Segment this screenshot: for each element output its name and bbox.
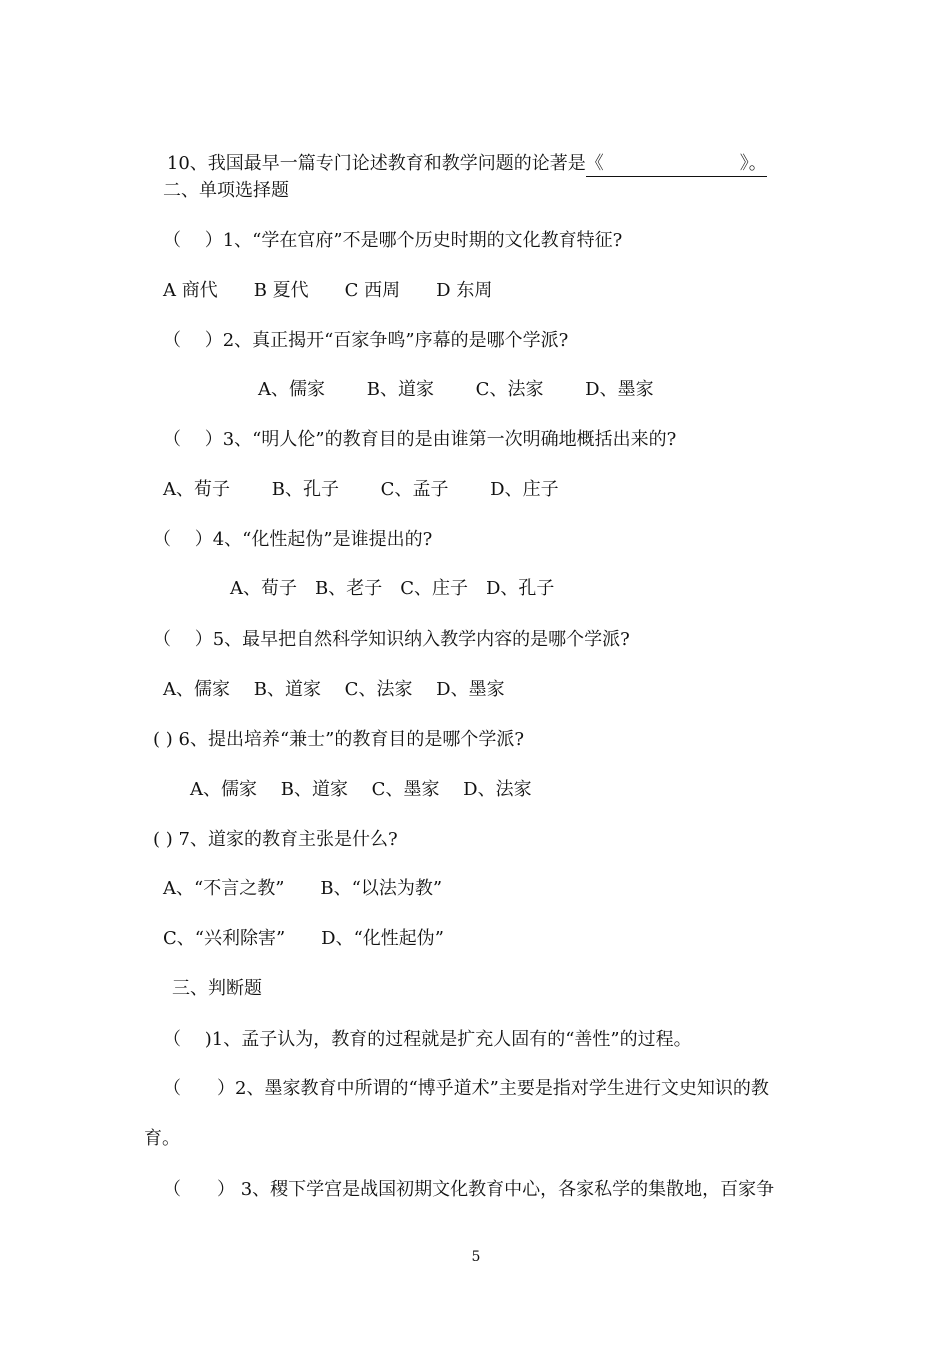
choice-question-7-options-ab: A、“不言之教” B、“以法为教” <box>163 878 443 899</box>
judge-question-2-continued: 育。 <box>144 1128 180 1149</box>
choice-question-5: （ ）5、最早把自然科学知识纳入教学内容的是哪个学派? <box>153 629 630 650</box>
choice-question-7: ( ) 7、道家的教育主张是什么? <box>153 829 398 850</box>
choice-question-5-options: A、儒家 B、道家 C、法家 D、墨家 <box>163 679 505 700</box>
judge-question-2: （ ）2、墨家教育中所谓的“博乎道术”主要是指对学生进行文史知识的教 <box>163 1078 769 1099</box>
choice-question-6: ( ) 6、提出培养“兼士”的教育目的是哪个学派? <box>153 729 524 750</box>
choice-question-7-options-cd: C、“兴利除害” D、“化性起伪” <box>163 928 445 949</box>
answer-blank: 《 》。 <box>586 152 767 177</box>
judge-question-3: （ ） 3、稷下学宫是战国初期文化教育中心，各家私学的集散地，百家争 <box>163 1179 775 1200</box>
choice-question-4-options: A、荀子 B、老子 C、庄子 D、孔子 <box>230 578 555 599</box>
page-number: 5 <box>471 1249 481 1265</box>
choice-question-2: （ ）2、真正揭开“百家争鸣”序幕的是哪个学派? <box>163 330 569 351</box>
choice-question-2-options: A、儒家 B、道家 C、法家 D、墨家 <box>258 379 654 400</box>
judge-question-1: （ )1、孟子认为，教育的过程就是扩充人固有的“善性”的过程。 <box>163 1029 692 1050</box>
choice-question-4: （ ）4、“化性起伪”是谁提出的? <box>153 529 433 550</box>
choice-question-1-options: A 商代 B 夏代 C 西周 D 东周 <box>163 280 493 301</box>
question-10-text: 10、我国最早一篇专门论述教育和教学问题的论著是 <box>166 153 586 174</box>
choice-question-3-options: A、荀子 B、孔子 C、孟子 D、庄子 <box>163 479 559 500</box>
section-2-heading: 二、单项选择题 <box>163 180 289 201</box>
choice-question-3: （ ）3、“明人伦”的教育目的是由谁第一次明确地概括出来的? <box>163 429 677 450</box>
section-3-heading: 三、判断题 <box>172 978 262 999</box>
choice-question-6-options: A、儒家 B、道家 C、墨家 D、法家 <box>190 779 532 800</box>
choice-question-1: （ ）1、“学在官府”不是哪个历史时期的文化教育特征? <box>163 230 623 251</box>
